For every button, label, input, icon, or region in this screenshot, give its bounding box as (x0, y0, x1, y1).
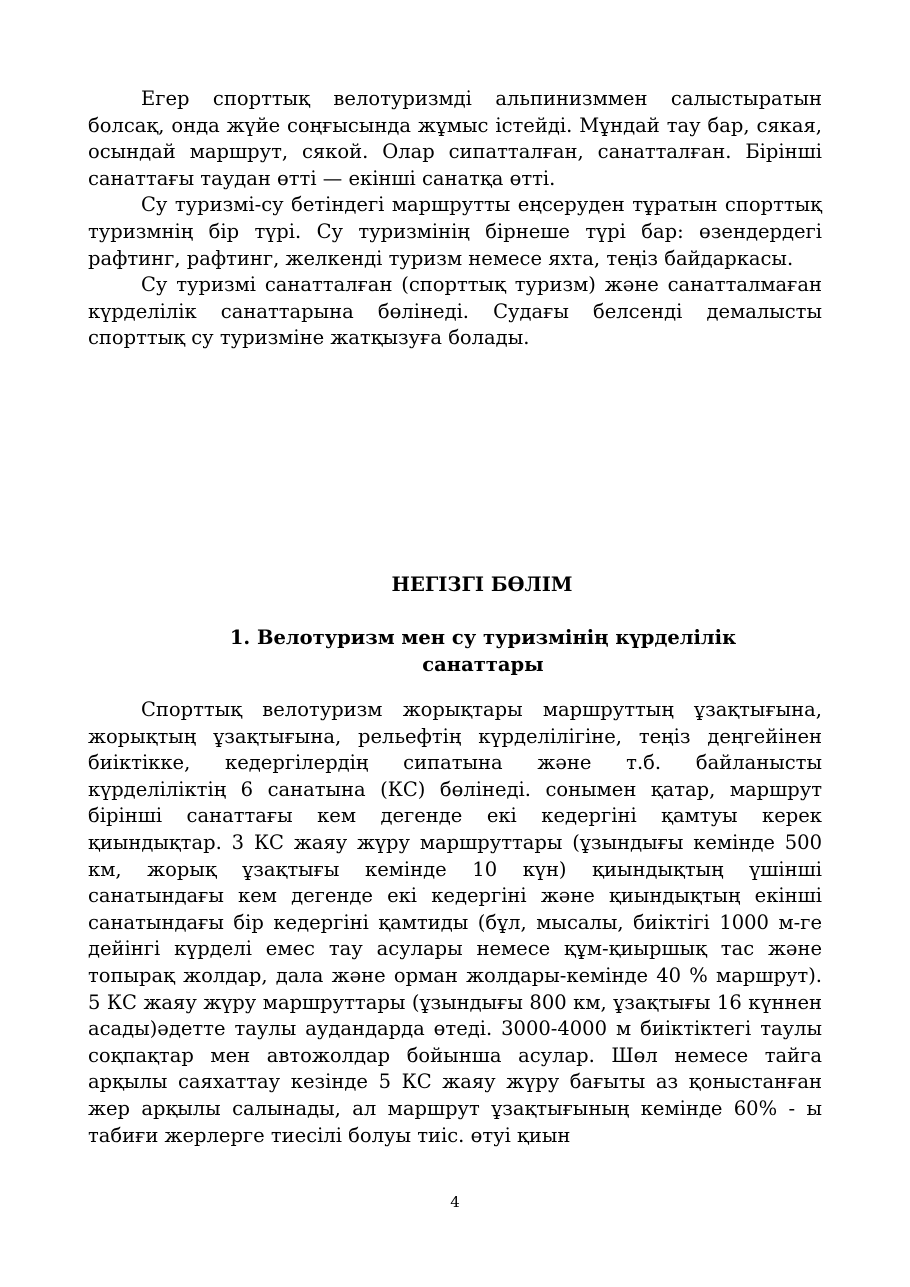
section-subtitle: 1. Велотуризм мен су туризмінің күрделілік санаттары (229, 626, 737, 676)
intro-text (88, 86, 822, 352)
body-paragraph-1: Спорттық велотуризм жорықтары маршруттың ұзақтығына, жорықтың ұзақтығына, рельефтің күрделілігіне, теңіз деңгейінен биіктікке, кедергілердің сипатына және т.б. байланысты күрделіліктің 6 санатына (КС) бөлінеді. сонымен қатар, маршрут бірінші санаттағы кем дегенде екі кедергіні қамтуы керек қиындықтар. 3 КС жаяу жүру маршруттары (ұзындығы кемінде 500 км, жорық ұзақтығы кемінде 10 күн) қиындықтың үшінші санатындағы кем дегенде екі кедергіні және қиындықтың екінші санатындағы бір кедергіні қамтиды (бұл, мысалы, биіктігі 1000 м-ге дейінгі күрделі емес тау асулары немесе құм-қиыршық тас және топырақ жолдар, дала және орман жолдары-кемінде 40 % маршрут). 5 КС жаяу жүру маршруттары (ұзындығы 800 км, ұзақтығы 16 күннен асады)әдетте таулы аудандарда өтеді. 3000-4000 м биіктіктегі таулы соқпақтар мен автожолдар бойынша асулар. Шөл немесе тайга арқылы саяхаттау кезінде 5 КС жаяу жүру бағыты аз қоныстанған жер арқылы салынады, ал маршрут ұзақтығының кемінде 60% - ы табиғи жерлерге тиесілі болуы тиіс. өтуі қиын (88, 698, 822, 1147)
page-number: 4 (450, 1193, 460, 1211)
section-title: НЕГІЗГІ БӨЛІМ (391, 573, 573, 596)
intro-paragraph-2: Су туризмі-су бетіндегі маршрутты еңсеруден тұратын спорттық туризмнің бір түрі. Су туризмінің бірнеше түрі бар: өзендердегі рафтинг, рафтинг, желкенді туризм немесе яхта, теңіз байдаркасы. (88, 193, 822, 270)
body-text (88, 697, 822, 1149)
intro-paragraph-3: Су туризмі санатталған (спорттық туризм) және санатталмаған күрделілік санаттарына бөлінеді. Судағы белсенді демалысты спорттық су туризміне жатқызуға болады. (88, 273, 822, 350)
intro-paragraph-1: Егер спорттық велотуризмді альпинизммен салыстыратын болсақ, онда жүйе соңғысында жұмыс істейді. Мұндай тау бар, сякая, осындай маршрут, сякой. Олар сипатталған, санатталған. Бірінші санаттағы таудан өтті — екінші санатқа өтті. (88, 87, 822, 190)
